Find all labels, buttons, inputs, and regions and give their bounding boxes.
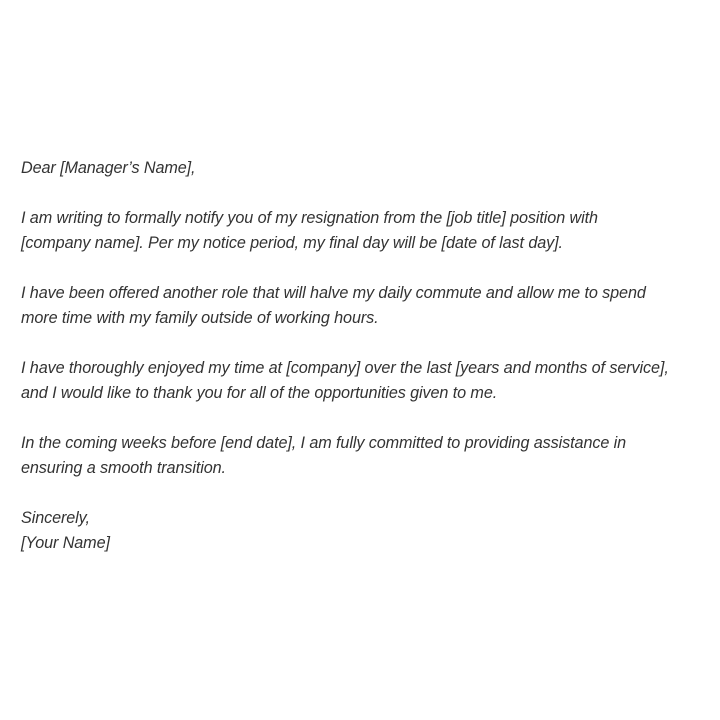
resignation-letter: [21, 156, 711, 556]
paragraph-line: In the coming weeks before [end date], I am fully committed to providing assistance in: [21, 434, 627, 452]
paragraph-line: I am writing to formally notify you of my resignation from the [job title] position with: [21, 209, 598, 227]
paragraph-line: [company name]. Per my notice period, my final day will be [date of last day].: [21, 234, 563, 252]
paragraph-line: ensuring a smooth transition.: [21, 459, 226, 477]
salutation-text: Dear [Manager’s Name],: [21, 159, 196, 177]
paragraph-line: I have thoroughly enjoyed my time at [company] over the last [years and months of service],: [21, 359, 669, 377]
paragraph-gratitude: [21, 356, 711, 406]
paragraph-transition: [21, 431, 711, 481]
paragraph-line: and I would like to thank you for all of the opportunities given to me.: [21, 384, 498, 402]
paragraph-reason: [21, 281, 711, 331]
paragraph-line: more time with my family outside of working hours.: [21, 309, 379, 327]
salutation: [21, 156, 711, 181]
sign-off: [21, 506, 711, 556]
paragraph-line: I have been offered another role that will halve my daily commute and allow me to spend: [21, 284, 646, 302]
closing-text: Sincerely,: [21, 509, 90, 527]
paragraph-resignation-notice: [21, 206, 711, 256]
signature-text: [Your Name]: [21, 534, 110, 552]
